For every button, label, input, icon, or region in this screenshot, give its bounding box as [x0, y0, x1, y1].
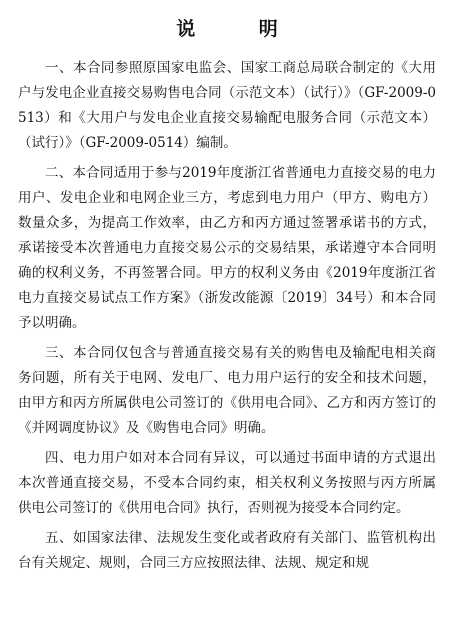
- paragraph-4: 四、电力用户如对本合同有异议，可以通过书面申请的方式退出本次普通直接交易，不受本合同约束，相关权利义务按照与丙方所属供电公司签订的《供用电合同》执行，否则视为接受本合同约定。: [18, 450, 436, 516]
- paragraph-1: 一、本合同参照原国家电监会、国家工商总局联合制定的《大用户与发电企业直接交易购售电合同（示范文本）（试行）》（GF-2009-0513）和《大用户与发电企业直接交易输配电服务合同（示范文本）（试行）》（GF-2009-0514）编制。: [18, 60, 436, 151]
- paragraph-5: 五、如国家法律、法规发生变化或者政府有关部门、监管机构出台有关规定、规则，合同三方应按照法律、法规、规定和规: [18, 530, 436, 571]
- paragraph-2: 二、本合同适用于参与2019年度浙江省普通电力直接交易的电力用户、发电企业和电网企业三方，考虑到电力用户（甲方、购电方）数量众多，为提高工作效率，由乙方和丙方通过签署承诺书的方式，承诺接受本次普通电力直接交易公示的交易结果，承诺遵守本合同明确的权利义务，不再签署合同。甲方的权利义务由《2019年度浙江省电力直接交易试点工作方案》（浙发改能源〔2019〕34号）和本合同予以明确。: [18, 165, 436, 331]
- paragraph-3: 三、本合同仅包含与普通直接交易有关的购售电及输配电相关商务问题，所有关于电网、发电厂、电力用户运行的安全和技术问题，由甲方和丙方所属供电公司签订的《供用电合同》、乙方和丙方签订的《并网调度协议》及《购售电合同》明确。: [18, 345, 436, 436]
- document-title: 说 明: [176, 18, 307, 40]
